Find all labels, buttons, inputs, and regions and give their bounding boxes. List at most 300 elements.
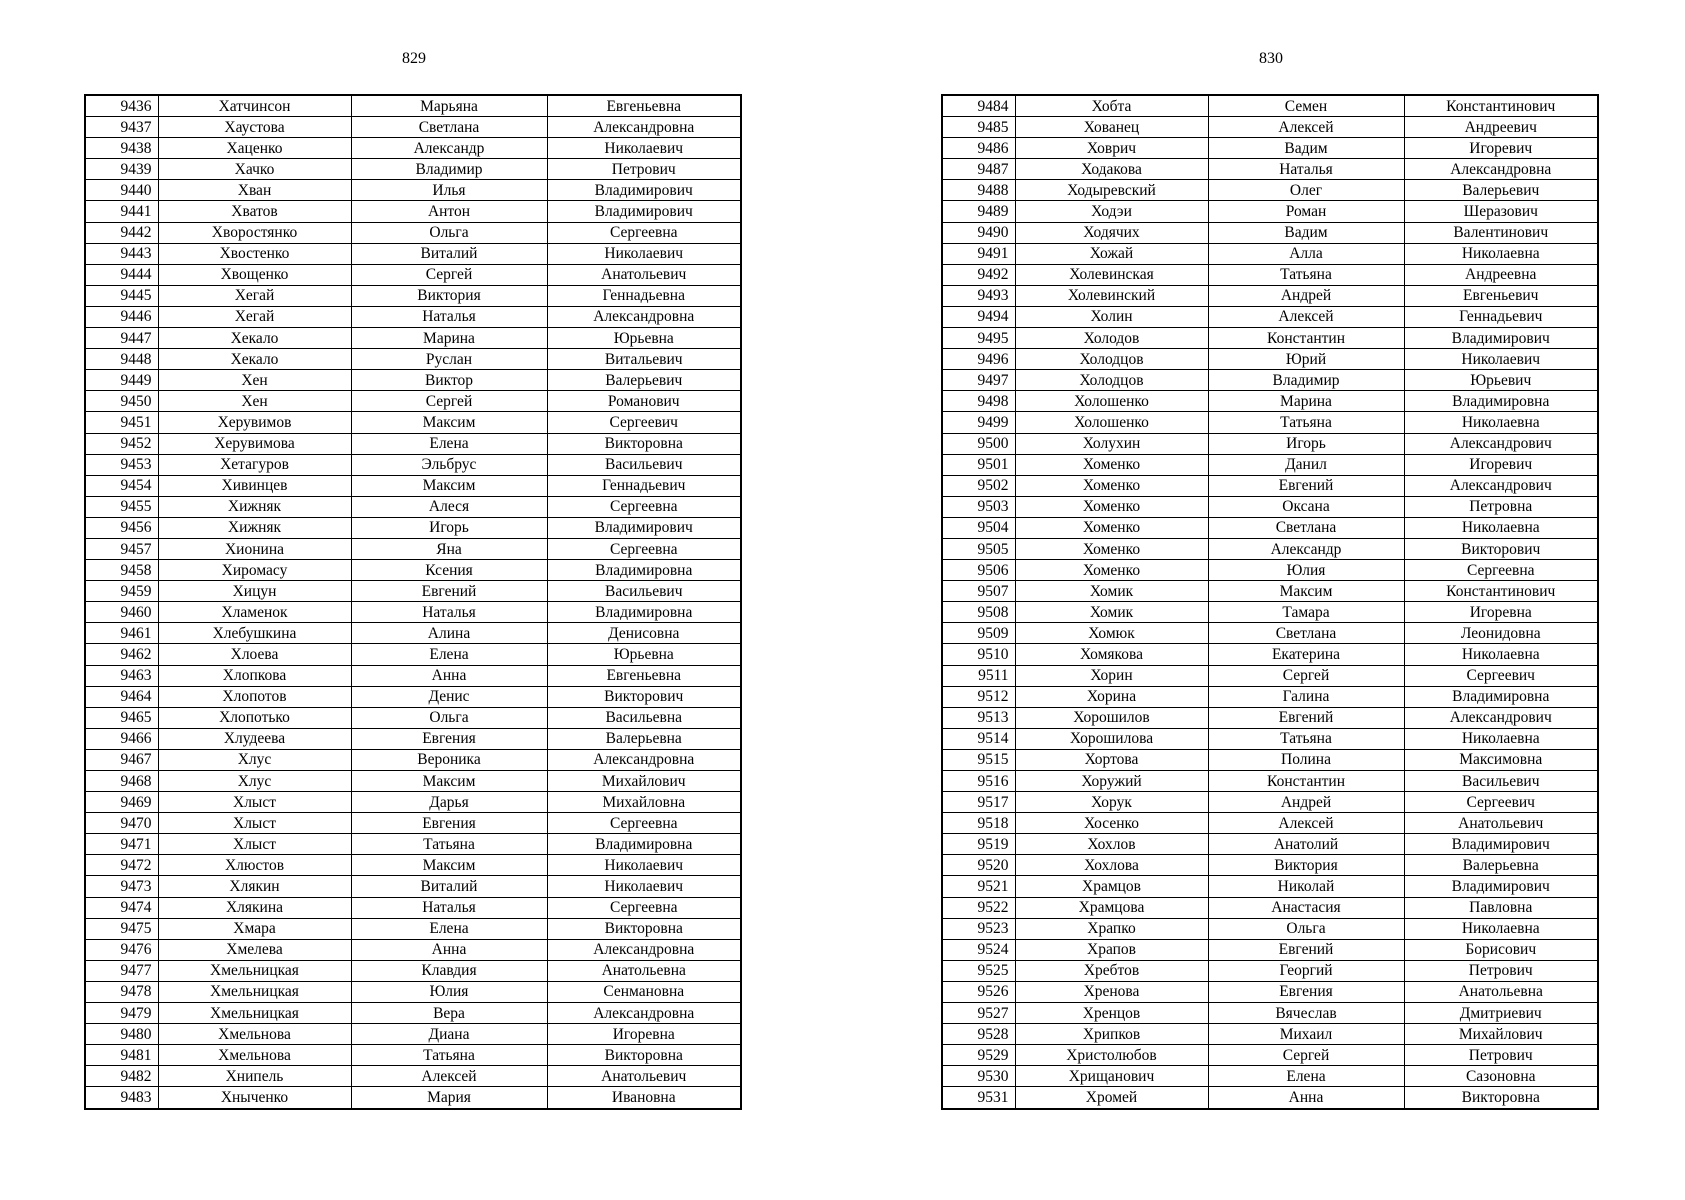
first-name-cell: Эльбрус xyxy=(351,454,547,475)
surname-cell: Храпов xyxy=(1015,939,1208,960)
names-table xyxy=(84,94,742,1110)
patronymic-cell: Николаевна xyxy=(1404,644,1598,665)
row-number: 9456 xyxy=(85,517,158,538)
first-name-cell: Клавдия xyxy=(351,960,547,981)
patronymic-cell: Александровна xyxy=(547,939,741,960)
surname-cell: Хлякина xyxy=(158,897,351,918)
patronymic-cell: Евгеньевна xyxy=(547,95,741,117)
table-row xyxy=(942,475,1598,496)
first-name-cell: Елена xyxy=(1208,1066,1404,1087)
table-row xyxy=(942,454,1598,475)
patronymic-cell: Васильевна xyxy=(547,707,741,728)
surname-cell: Хижняк xyxy=(158,517,351,538)
row-number: 9467 xyxy=(85,749,158,770)
row-number: 9463 xyxy=(85,665,158,686)
table-row xyxy=(942,707,1598,728)
table-row xyxy=(942,560,1598,581)
page-number: 830 xyxy=(1259,50,1283,67)
table-row xyxy=(942,117,1598,138)
row-number: 9516 xyxy=(942,771,1015,792)
patronymic-cell: Викторовна xyxy=(547,433,741,454)
patronymic-cell: Геннадьевич xyxy=(1404,306,1598,327)
surname-cell: Хоменко xyxy=(1015,475,1208,496)
row-number: 9447 xyxy=(85,328,158,349)
surname-cell: Хорошилова xyxy=(1015,728,1208,749)
first-name-cell: Полина xyxy=(1208,749,1404,770)
patronymic-cell: Максимовна xyxy=(1404,749,1598,770)
patronymic-cell: Витальевич xyxy=(547,349,741,370)
table-row xyxy=(942,960,1598,981)
patronymic-cell: Николаевич xyxy=(1404,349,1598,370)
row-number: 9443 xyxy=(85,243,158,264)
table-row xyxy=(85,855,741,876)
patronymic-cell: Владимирович xyxy=(547,180,741,201)
table-row xyxy=(85,749,741,770)
row-number: 9439 xyxy=(85,159,158,180)
patronymic-cell: Леонидовна xyxy=(1404,623,1598,644)
first-name-cell: Максим xyxy=(1208,581,1404,602)
patronymic-cell: Владимирович xyxy=(547,201,741,222)
table-row xyxy=(942,1045,1598,1066)
first-name-cell: Игорь xyxy=(351,517,547,538)
surname-cell: Холошенко xyxy=(1015,391,1208,412)
first-name-cell: Максим xyxy=(351,855,547,876)
patronymic-cell: Петровна xyxy=(1404,496,1598,517)
table-row xyxy=(85,876,741,897)
first-name-cell: Евгений xyxy=(1208,475,1404,496)
patronymic-cell: Николаевич xyxy=(547,138,741,159)
table-row xyxy=(85,538,741,559)
row-number: 9491 xyxy=(942,243,1015,264)
first-name-cell: Татьяна xyxy=(1208,412,1404,433)
surname-cell: Хоменко xyxy=(1015,496,1208,517)
patronymic-cell: Петрович xyxy=(1404,1045,1598,1066)
row-number: 9494 xyxy=(942,306,1015,327)
first-name-cell: Вячеслав xyxy=(1208,1003,1404,1024)
table-row xyxy=(85,813,741,834)
patronymic-cell: Анатольевна xyxy=(547,960,741,981)
surname-cell: Храпко xyxy=(1015,918,1208,939)
row-number: 9477 xyxy=(85,960,158,981)
first-name-cell: Анатолий xyxy=(1208,834,1404,855)
patronymic-cell: Петрович xyxy=(547,159,741,180)
patronymic-cell: Николаевич xyxy=(547,876,741,897)
surname-cell: Холухин xyxy=(1015,433,1208,454)
row-number: 9471 xyxy=(85,834,158,855)
row-number: 9495 xyxy=(942,328,1015,349)
table-row xyxy=(942,644,1598,665)
surname-cell: Храмцова xyxy=(1015,897,1208,918)
row-number: 9449 xyxy=(85,370,158,391)
row-number: 9517 xyxy=(942,792,1015,813)
table-row xyxy=(942,496,1598,517)
table-row xyxy=(85,264,741,285)
row-number: 9474 xyxy=(85,897,158,918)
patronymic-cell: Викторовна xyxy=(547,1045,741,1066)
patronymic-cell: Викторович xyxy=(1404,538,1598,559)
first-name-cell: Анна xyxy=(351,665,547,686)
surname-cell: Холодцов xyxy=(1015,349,1208,370)
patronymic-cell: Александровна xyxy=(547,117,741,138)
first-name-cell: Руслан xyxy=(351,349,547,370)
patronymic-cell: Викторовна xyxy=(547,918,741,939)
table-row xyxy=(942,834,1598,855)
patronymic-cell: Анатольевич xyxy=(547,264,741,285)
surname-cell: Хегай xyxy=(158,285,351,306)
table-row xyxy=(85,834,741,855)
patronymic-cell: Михайлович xyxy=(547,771,741,792)
first-name-cell: Евгения xyxy=(351,728,547,749)
table-row xyxy=(942,264,1598,285)
surname-cell: Хрипков xyxy=(1015,1024,1208,1045)
table-row xyxy=(942,222,1598,243)
table-row xyxy=(85,665,741,686)
row-number: 9528 xyxy=(942,1024,1015,1045)
table-row xyxy=(85,349,741,370)
first-name-cell: Наталья xyxy=(1208,159,1404,180)
table-row xyxy=(942,412,1598,433)
first-name-cell: Юрий xyxy=(1208,349,1404,370)
first-name-cell: Алексей xyxy=(1208,306,1404,327)
first-name-cell: Вера xyxy=(351,1003,547,1024)
surname-cell: Хлыст xyxy=(158,834,351,855)
surname-cell: Хмельницкая xyxy=(158,981,351,1002)
row-number: 9454 xyxy=(85,475,158,496)
row-number: 9484 xyxy=(942,95,1015,117)
row-number: 9451 xyxy=(85,412,158,433)
table-row xyxy=(85,306,741,327)
first-name-cell: Данил xyxy=(1208,454,1404,475)
table-row xyxy=(85,707,741,728)
row-number: 9461 xyxy=(85,623,158,644)
surname-cell: Хламенок xyxy=(158,602,351,623)
row-number: 9515 xyxy=(942,749,1015,770)
patronymic-cell: Владимировна xyxy=(547,834,741,855)
row-number: 9522 xyxy=(942,897,1015,918)
first-name-cell: Галина xyxy=(1208,686,1404,707)
patronymic-cell: Владимирович xyxy=(547,517,741,538)
row-number: 9520 xyxy=(942,855,1015,876)
first-name-cell: Александр xyxy=(1208,538,1404,559)
surname-cell: Хижняк xyxy=(158,496,351,517)
patronymic-cell: Геннадьевна xyxy=(547,285,741,306)
table-row xyxy=(942,686,1598,707)
surname-cell: Хионина xyxy=(158,538,351,559)
row-number: 9483 xyxy=(85,1087,158,1109)
row-number: 9508 xyxy=(942,602,1015,623)
row-number: 9490 xyxy=(942,222,1015,243)
table-row xyxy=(942,1087,1598,1109)
first-name-cell: Евгений xyxy=(351,581,547,602)
first-name-cell: Роман xyxy=(1208,201,1404,222)
patronymic-cell: Павловна xyxy=(1404,897,1598,918)
patronymic-cell: Сергеевна xyxy=(1404,560,1598,581)
surname-cell: Хохлов xyxy=(1015,834,1208,855)
patronymic-cell: Владимирович xyxy=(1404,328,1598,349)
surname-cell: Хен xyxy=(158,370,351,391)
first-name-cell: Виктория xyxy=(1208,855,1404,876)
row-number: 9525 xyxy=(942,960,1015,981)
table-row xyxy=(942,602,1598,623)
first-name-cell: Евгений xyxy=(1208,707,1404,728)
row-number: 9450 xyxy=(85,391,158,412)
row-number: 9464 xyxy=(85,686,158,707)
surname-cell: Херувимова xyxy=(158,433,351,454)
row-number: 9507 xyxy=(942,581,1015,602)
surname-cell: Хорошилов xyxy=(1015,707,1208,728)
row-number: 9472 xyxy=(85,855,158,876)
patronymic-cell: Викторовна xyxy=(1404,1087,1598,1109)
patronymic-cell: Николаевна xyxy=(1404,412,1598,433)
first-name-cell: Алексей xyxy=(1208,117,1404,138)
surname-cell: Хворостянко xyxy=(158,222,351,243)
surname-cell: Хмелева xyxy=(158,939,351,960)
surname-cell: Хренцов xyxy=(1015,1003,1208,1024)
surname-cell: Хребтов xyxy=(1015,960,1208,981)
surname-cell: Хлюстов xyxy=(158,855,351,876)
surname-cell: Хвощенко xyxy=(158,264,351,285)
surname-cell: Хохлова xyxy=(1015,855,1208,876)
row-number: 9509 xyxy=(942,623,1015,644)
surname-cell: Хаустова xyxy=(158,117,351,138)
surname-cell: Хованец xyxy=(1015,117,1208,138)
row-number: 9511 xyxy=(942,665,1015,686)
surname-cell: Хлыст xyxy=(158,813,351,834)
table-row xyxy=(85,285,741,306)
patronymic-cell: Игоревич xyxy=(1404,138,1598,159)
patronymic-cell: Валерьевна xyxy=(547,728,741,749)
first-name-cell: Яна xyxy=(351,538,547,559)
surname-cell: Хлус xyxy=(158,771,351,792)
patronymic-cell: Владимирович xyxy=(1404,876,1598,897)
table-row xyxy=(85,581,741,602)
table-row xyxy=(942,581,1598,602)
surname-cell: Хренова xyxy=(1015,981,1208,1002)
first-name-cell: Елена xyxy=(351,433,547,454)
table-row xyxy=(85,602,741,623)
row-number: 9503 xyxy=(942,496,1015,517)
patronymic-cell: Денисовна xyxy=(547,623,741,644)
row-number: 9455 xyxy=(85,496,158,517)
first-name-cell: Наталья xyxy=(351,602,547,623)
row-number: 9457 xyxy=(85,538,158,559)
surname-cell: Холин xyxy=(1015,306,1208,327)
first-name-cell: Олег xyxy=(1208,180,1404,201)
row-number: 9497 xyxy=(942,370,1015,391)
surname-cell: Хлякин xyxy=(158,876,351,897)
patronymic-cell: Владимировна xyxy=(547,560,741,581)
row-number: 9530 xyxy=(942,1066,1015,1087)
row-number: 9500 xyxy=(942,433,1015,454)
first-name-cell: Марина xyxy=(1208,391,1404,412)
patronymic-cell: Валерьевна xyxy=(1404,855,1598,876)
table-row xyxy=(942,1003,1598,1024)
surname-cell: Хван xyxy=(158,180,351,201)
patronymic-cell: Николаевна xyxy=(1404,243,1598,264)
table-row xyxy=(85,644,741,665)
table-row xyxy=(942,939,1598,960)
surname-cell: Холевинский xyxy=(1015,285,1208,306)
first-name-cell: Виктория xyxy=(351,285,547,306)
first-name-cell: Евгений xyxy=(1208,939,1404,960)
first-name-cell: Тамара xyxy=(1208,602,1404,623)
page-number: 829 xyxy=(402,50,426,67)
table-row xyxy=(85,95,741,117)
table-row xyxy=(85,496,741,517)
first-name-cell: Ольга xyxy=(351,707,547,728)
row-number: 9462 xyxy=(85,644,158,665)
patronymic-cell: Михайловна xyxy=(547,792,741,813)
table-row xyxy=(85,328,741,349)
surname-cell: Херувимов xyxy=(158,412,351,433)
surname-cell: Хатчинсон xyxy=(158,95,351,117)
table-row xyxy=(85,475,741,496)
patronymic-cell: Игоревна xyxy=(1404,602,1598,623)
patronymic-cell: Анатольевич xyxy=(547,1066,741,1087)
row-number: 9514 xyxy=(942,728,1015,749)
patronymic-cell: Владимирович xyxy=(1404,834,1598,855)
surname-cell: Хмельницкая xyxy=(158,1003,351,1024)
row-number: 9468 xyxy=(85,771,158,792)
first-name-cell: Светлана xyxy=(1208,517,1404,538)
first-name-cell: Алеся xyxy=(351,496,547,517)
table-row xyxy=(942,433,1598,454)
patronymic-cell: Андреевна xyxy=(1404,264,1598,285)
first-name-cell: Анастасия xyxy=(1208,897,1404,918)
first-name-cell: Наталья xyxy=(351,306,547,327)
table-row xyxy=(942,349,1598,370)
patronymic-cell: Александровна xyxy=(1404,159,1598,180)
patronymic-cell: Сергеевна xyxy=(547,538,741,559)
first-name-cell: Сергей xyxy=(351,391,547,412)
patronymic-cell: Евгеньевич xyxy=(1404,285,1598,306)
table-row xyxy=(942,855,1598,876)
table-row xyxy=(85,1066,741,1087)
first-name-cell: Николай xyxy=(1208,876,1404,897)
first-name-cell: Алина xyxy=(351,623,547,644)
patronymic-cell: Валерьевич xyxy=(1404,180,1598,201)
row-number: 9452 xyxy=(85,433,158,454)
table-row xyxy=(85,728,741,749)
table-row xyxy=(85,412,741,433)
surname-cell: Хетагуров xyxy=(158,454,351,475)
table-row xyxy=(942,328,1598,349)
table-row xyxy=(85,517,741,538)
row-number: 9478 xyxy=(85,981,158,1002)
row-number: 9487 xyxy=(942,159,1015,180)
names-table xyxy=(941,94,1599,1110)
first-name-cell: Константин xyxy=(1208,771,1404,792)
surname-cell: Хорин xyxy=(1015,665,1208,686)
first-name-cell: Юлия xyxy=(351,981,547,1002)
first-name-cell: Светлана xyxy=(1208,623,1404,644)
first-name-cell: Семен xyxy=(1208,95,1404,117)
row-number: 9436 xyxy=(85,95,158,117)
row-number: 9496 xyxy=(942,349,1015,370)
first-name-cell: Юлия xyxy=(1208,560,1404,581)
surname-cell: Хорина xyxy=(1015,686,1208,707)
first-name-cell: Оксана xyxy=(1208,496,1404,517)
row-number: 9529 xyxy=(942,1045,1015,1066)
first-name-cell: Марьяна xyxy=(351,95,547,117)
table-row xyxy=(942,665,1598,686)
first-name-cell: Татьяна xyxy=(1208,728,1404,749)
first-name-cell: Наталья xyxy=(351,897,547,918)
first-name-cell: Дарья xyxy=(351,792,547,813)
patronymic-cell: Константинович xyxy=(1404,581,1598,602)
first-name-cell: Евгения xyxy=(1208,981,1404,1002)
row-number: 9504 xyxy=(942,517,1015,538)
surname-cell: Хоменко xyxy=(1015,454,1208,475)
row-number: 9469 xyxy=(85,792,158,813)
patronymic-cell: Шеразович xyxy=(1404,201,1598,222)
row-number: 9506 xyxy=(942,560,1015,581)
row-number: 9502 xyxy=(942,475,1015,496)
first-name-cell: Анна xyxy=(1208,1087,1404,1109)
table-row xyxy=(85,960,741,981)
patronymic-cell: Николаевна xyxy=(1404,918,1598,939)
patronymic-cell: Александрович xyxy=(1404,433,1598,454)
surname-cell: Хлопотов xyxy=(158,686,351,707)
table-row xyxy=(85,939,741,960)
first-name-cell: Елена xyxy=(351,644,547,665)
surname-cell: Холошенко xyxy=(1015,412,1208,433)
first-name-cell: Андрей xyxy=(1208,285,1404,306)
row-number: 9475 xyxy=(85,918,158,939)
patronymic-cell: Васильевич xyxy=(547,581,741,602)
table-row xyxy=(942,180,1598,201)
first-name-cell: Денис xyxy=(351,686,547,707)
first-name-cell: Антон xyxy=(351,201,547,222)
table-row xyxy=(942,792,1598,813)
surname-cell: Хиромасу xyxy=(158,560,351,581)
table-row xyxy=(942,391,1598,412)
first-name-cell: Диана xyxy=(351,1024,547,1045)
patronymic-cell: Сергеевич xyxy=(1404,792,1598,813)
table-row xyxy=(942,813,1598,834)
table-row xyxy=(85,1087,741,1109)
patronymic-cell: Сазоновна xyxy=(1404,1066,1598,1087)
row-number: 9501 xyxy=(942,454,1015,475)
surname-cell: Ходэи xyxy=(1015,201,1208,222)
first-name-cell: Марина xyxy=(351,328,547,349)
row-number: 9526 xyxy=(942,981,1015,1002)
surname-cell: Хоружий xyxy=(1015,771,1208,792)
surname-cell: Хен xyxy=(158,391,351,412)
surname-cell: Хортова xyxy=(1015,749,1208,770)
table-row xyxy=(85,454,741,475)
patronymic-cell: Анатольевна xyxy=(1404,981,1598,1002)
first-name-cell: Алексей xyxy=(351,1066,547,1087)
patronymic-cell: Юрьевна xyxy=(547,644,741,665)
surname-cell: Хоменко xyxy=(1015,560,1208,581)
first-name-cell: Алексей xyxy=(1208,813,1404,834)
table-row xyxy=(85,623,741,644)
row-number: 9531 xyxy=(942,1087,1015,1109)
row-number: 9524 xyxy=(942,939,1015,960)
row-number: 9440 xyxy=(85,180,158,201)
table-row xyxy=(942,623,1598,644)
patronymic-cell: Александрович xyxy=(1404,707,1598,728)
patronymic-cell: Ивановна xyxy=(547,1087,741,1109)
table-row xyxy=(942,243,1598,264)
table-row xyxy=(942,876,1598,897)
first-name-cell: Ольга xyxy=(351,222,547,243)
row-number: 9465 xyxy=(85,707,158,728)
row-number: 9486 xyxy=(942,138,1015,159)
surname-cell: Хватов xyxy=(158,201,351,222)
row-number: 9518 xyxy=(942,813,1015,834)
